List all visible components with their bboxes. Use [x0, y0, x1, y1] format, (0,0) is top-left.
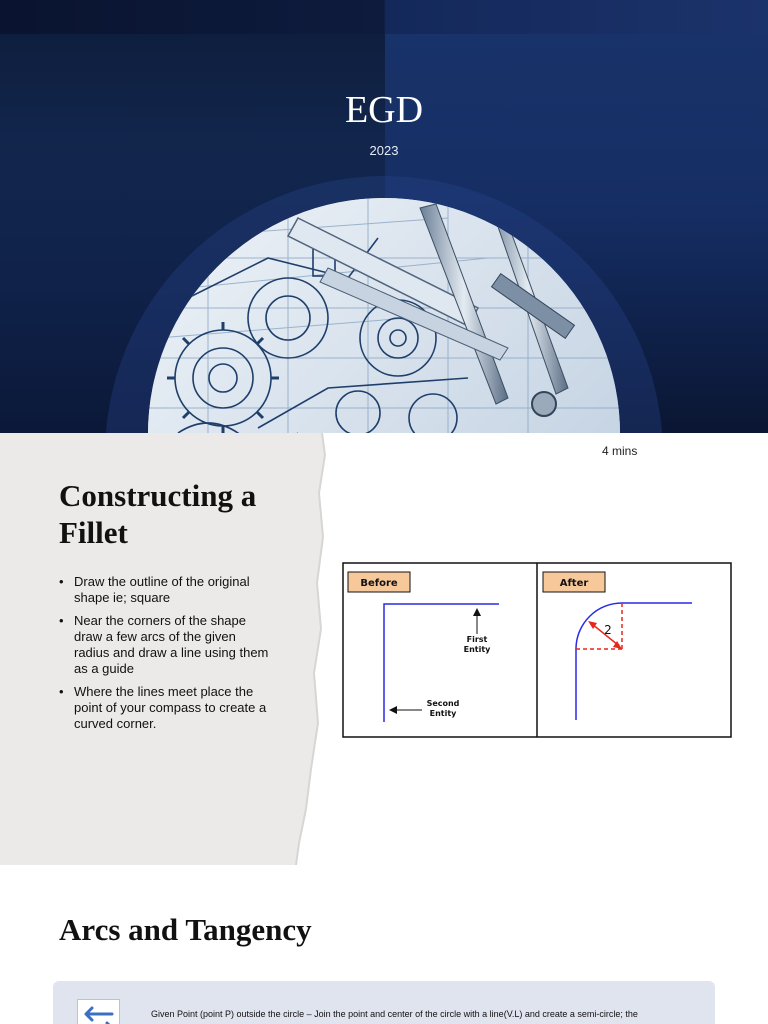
bullet-icon: •	[59, 613, 64, 628]
info-card	[53, 981, 715, 1024]
second-entity-label: Second	[426, 699, 460, 708]
bullet-icon: •	[59, 574, 64, 589]
arcs-slide	[0, 865, 768, 1024]
top-strip	[0, 0, 768, 34]
slide-heading: Constructing a Fillet	[59, 478, 257, 550]
list-item: • Where the lines meet place the point of your compass to create a curved corner.	[59, 684, 267, 731]
list-item: • Draw the outline of the original shape ie; square	[59, 574, 250, 605]
radius-label: 2	[604, 623, 612, 637]
second-entity-label: Entity	[429, 709, 457, 718]
first-entity-label: First	[466, 635, 488, 644]
bullet-icon: •	[59, 684, 64, 699]
title-slide	[0, 0, 768, 433]
before-label: Before	[360, 578, 398, 589]
slide-heading: Arcs and Tangency	[59, 912, 312, 947]
list-item: • Near the corners of the shape draw a few arcs of the given radius and draw a line using them as a guide	[59, 613, 269, 676]
fillet-diagram	[342, 562, 732, 738]
two-way-arrow-icon	[77, 999, 120, 1024]
after-label: After	[559, 578, 589, 589]
bullet-list	[59, 574, 271, 739]
presentation-title: EGD	[344, 89, 424, 131]
fillet-slide	[0, 433, 768, 865]
presentation-year: 2023	[369, 143, 399, 158]
time-estimate: 4 mins	[602, 444, 638, 458]
first-entity-label: Entity	[463, 645, 491, 654]
card-text: Given Point (point P) outside the circle – Join the point and center of the circle with a line(V.L) and create a semi-circle; the	[151, 1009, 638, 1019]
